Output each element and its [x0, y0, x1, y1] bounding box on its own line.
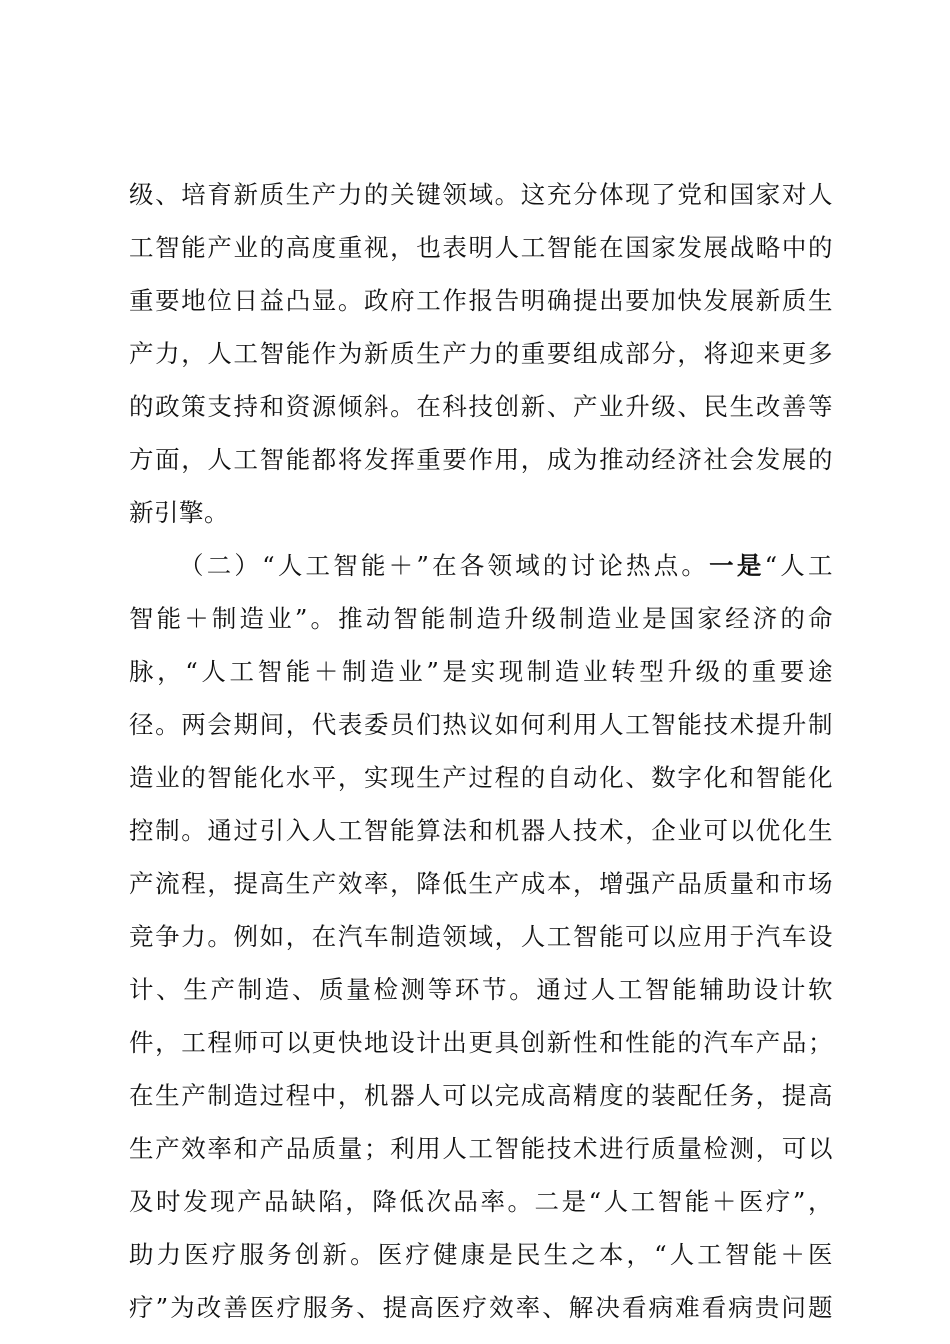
text-line: 竞争力。例如，在汽车制造领域，人工智能可以应用于汽车设: [129, 922, 833, 951]
text-line: 助力医疗服务创新。医疗健康是民生之本，“人工智能＋医: [129, 1240, 833, 1269]
text-line: 产流程，提高生产效率，降低生产成本，增强产品质量和市场: [129, 869, 833, 898]
bold-lead-in: 一是: [709, 551, 765, 580]
text-line: 重要地位日益凸显。政府工作报告明确提出要加快发展新质生: [129, 286, 833, 315]
text-line: 径。两会期间，代表委员们热议如何利用人工智能技术提升制: [129, 710, 833, 739]
text-line: 造业的智能化水平，实现生产过程的自动化、数字化和智能化: [129, 763, 833, 792]
text-line: 方面，人工智能都将发挥重要作用，成为推动经济社会发展的: [129, 445, 833, 474]
text-line: 的政策支持和资源倾斜。在科技创新、产业升级、民生改善等: [129, 392, 833, 421]
text-line: 产力，人工智能作为新质生产力的重要组成部分，将迎来更多: [129, 339, 833, 368]
text-line: 新引擎。: [129, 498, 229, 527]
heading-continuation: “人工: [764, 551, 833, 580]
text-line: 在生产制造过程中，机器人可以完成高精度的装配任务，提高: [129, 1081, 833, 1110]
section-heading-line: [129, 539, 833, 592]
text-line: 工智能产业的高度重视，也表明人工智能在国家发展战略中的: [129, 233, 833, 262]
text-line: 控制。通过引入人工智能算法和机器人技术，企业可以优化生: [129, 816, 833, 845]
text-line: 生产效率和产品质量；利用人工智能技术进行质量检测，可以: [129, 1134, 833, 1163]
text-line: 疗”为改善医疗服务、提高医疗效率、解决看病难看病贵问题: [129, 1293, 833, 1322]
body-text: [129, 168, 833, 1334]
text-line: 及时发现产品缺陷，降低次品率。二是“人工智能＋医疗”，: [129, 1187, 833, 1216]
text-line: 脉，“人工智能＋制造业”是实现制造业转型升级的重要途: [129, 657, 833, 686]
section-heading: （二）“人工智能＋”在各领域的讨论热点。: [179, 551, 710, 580]
text-line: 智能＋制造业”。推动智能制造升级制造业是国家经济的命: [129, 604, 833, 633]
text-line: 计、生产制造、质量检测等环节。通过人工智能辅助设计软: [129, 975, 833, 1004]
text-line: 级、培育新质生产力的关键领域。这充分体现了党和国家对人: [129, 180, 833, 209]
text-line: 件，工程师可以更快地设计出更具创新性和性能的汽车产品；: [129, 1028, 833, 1057]
